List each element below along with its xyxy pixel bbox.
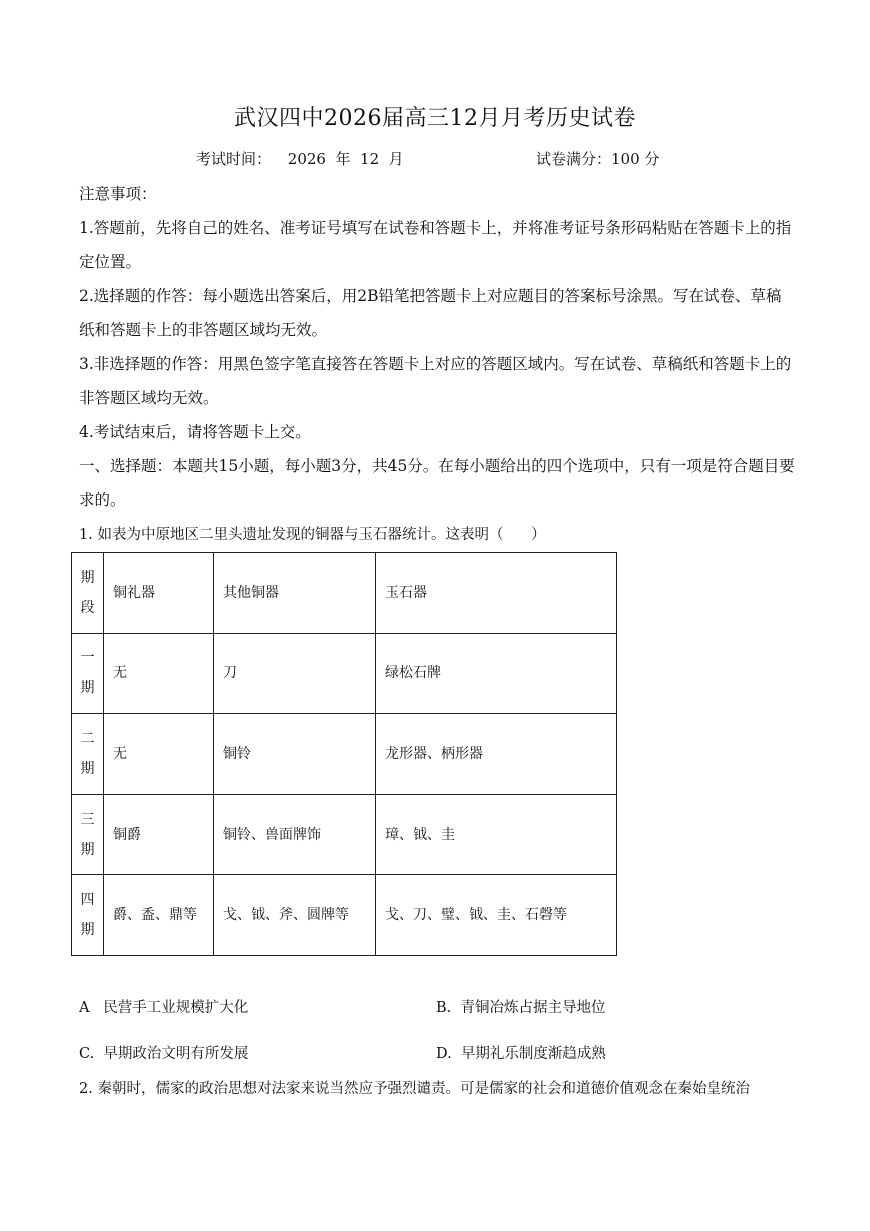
table-cell: 三期	[72, 794, 104, 875]
table-cell: 四期	[72, 875, 104, 956]
table-cell: 铜铃、兽面牌饰	[214, 794, 376, 875]
exam-time-label: 考试时间：	[196, 150, 272, 168]
table-cell: 绿松石牌	[376, 633, 617, 714]
exam-time-value: 2026 年 12 月	[287, 150, 404, 168]
notice-item-4: 4.考试结束后，请将答题卡上交。	[79, 423, 311, 441]
table-cell: 无	[104, 714, 214, 795]
exam-title: 武汉四中2026届高三12月月考历史试卷	[234, 106, 636, 131]
table-cell: 戈、钺、斧、圆牌等	[214, 875, 376, 956]
option-a: A 民营手工业规模扩大化	[79, 1000, 249, 1016]
notice-item-3: 3.非选择题的作答：用黑色签字笔直接答在答题卡上对应的答题区域内。写在试卷、草稿纸和答题卡上的非答题区域均无效。	[79, 355, 792, 407]
table-row	[72, 875, 617, 956]
question-2-stem: 2. 秦朝时，儒家的政治思想对法家来说当然应予强烈谴责。可是儒家的社会和道德价值观念在秦始皇统治	[79, 1081, 750, 1097]
table-row	[72, 794, 617, 875]
table-cell: 二期	[72, 714, 104, 795]
table-cell: 一期	[72, 633, 104, 714]
exam-time	[196, 148, 404, 170]
table-header-cell: 其他铜器	[214, 553, 376, 634]
full-score: 试卷满分：100 分	[536, 150, 660, 168]
table-cell: 铜爵	[104, 794, 214, 875]
notice-item-2: 2.选择题的作答：每小题选出答案后，用2B铅笔把答题卡上对应题目的答案标号涂黑。写在试卷、草稿纸和答题卡上的非答题区域均无效。	[79, 287, 782, 339]
table-header-row	[72, 553, 617, 634]
table-header-cell: 玉石器	[376, 553, 617, 634]
table-cell: 爵、盉、鼎等	[104, 875, 214, 956]
table-cell: 璋、钺、圭	[376, 794, 617, 875]
table-cell: 无	[104, 633, 214, 714]
question-1-stem: 1. 如表为中原地区二里头遗址发现的铜器与玉石器统计。这表明（ ）	[79, 527, 546, 543]
table-header-cell: 期段	[72, 553, 104, 634]
section-heading: 一、选择题：本题共15小题，每小题3分，共45分。在每小题给出的四个选项中，只有一项是符合题目要求的。	[79, 457, 795, 509]
table-cell: 龙形器、柄形器	[376, 714, 617, 795]
table-row	[72, 633, 617, 714]
notice-item-1: 1.答题前，先将自己的姓名、准考证号填写在试卷和答题卡上，并将准考证号条形码粘贴在答题卡上的指定位置。	[79, 219, 792, 271]
option-b: B. 青铜冶炼占据主导地位	[436, 1000, 606, 1016]
table-cell: 戈、刀、璧、钺、圭、石磬等	[376, 875, 617, 956]
table-header-cell: 铜礼器	[104, 553, 214, 634]
table-cell: 刀	[214, 633, 376, 714]
option-c: C. 早期政治文明有所发展	[79, 1046, 249, 1062]
table-cell: 铜铃	[214, 714, 376, 795]
table-row	[72, 714, 617, 795]
artifact-table	[71, 552, 617, 956]
notice-heading: 注意事项：	[79, 185, 157, 203]
option-d: D. 早期礼乐制度渐趋成熟	[436, 1046, 606, 1062]
